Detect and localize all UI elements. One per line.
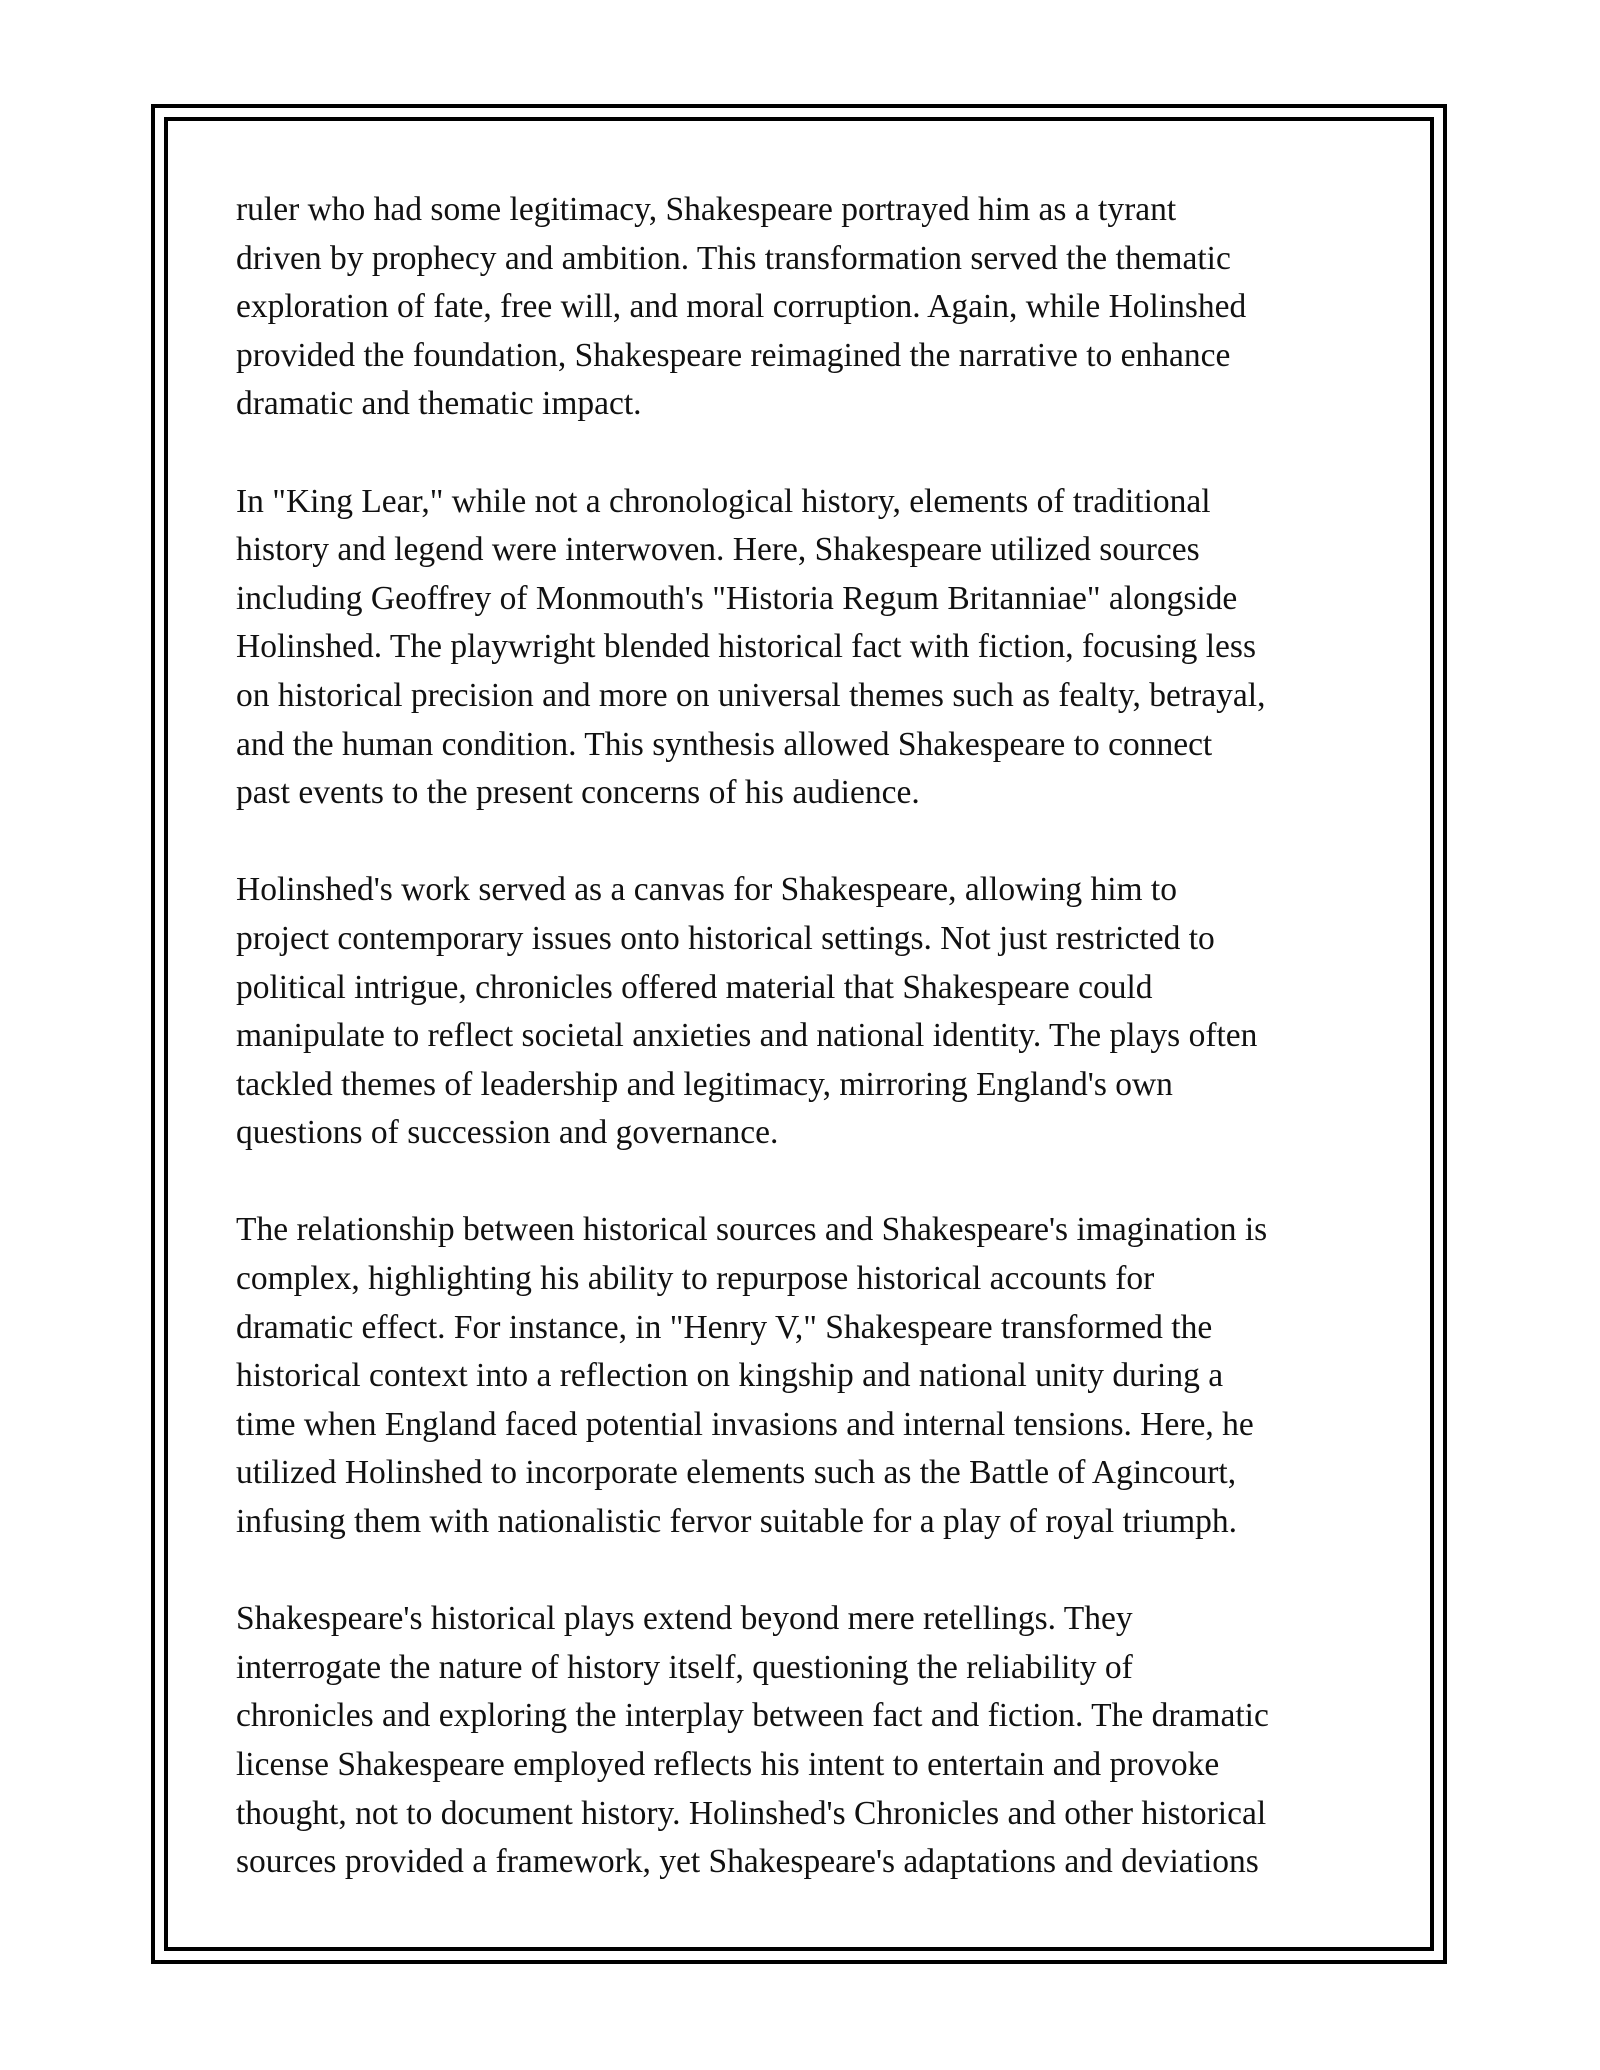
paragraph-4: The relationship between historical sources and Shakespeare's imagination is complex, highlighting his ability to repurpose historical accounts for dramatic effect. For instance, in "Henry V," Shakespeare transformed the historical context into a reflection on kingship and national unity during a time when England faced potential invasions and internal tensions. Here, he utilized Holinshed to incorporate elements such as the Battle of Agincourt, infusing them with nationalistic fervor suitable for a play of royal triumph. <box>236 1211 1268 1541</box>
document-body <box>236 186 1376 1935</box>
paragraph-5: Shakespeare's historical plays extend beyond mere retellings. They interrogate the nature of history itself, questioning the reliability of chronicles and exploring the interplay between fact and fiction. The dramatic license Shakespeare employed reflects his intent to entertain and provoke thought, not to document history. Holinshed's Chronicles and other historical sources provided a framework, yet Shakespeare's adaptations and deviations <box>236 1600 1269 1881</box>
paragraph-1: ruler who had some legitimacy, Shakespeare portrayed him as a tyrant driven by prophecy and ambition. This transformation served the thematic exploration of fate, free will, and moral corruption. Again, while Holinshed provided the foundation, Shakespeare reimagined the narrative to enhance dramatic and thematic impact. <box>236 191 1247 423</box>
paragraph-3: Holinshed's work served as a canvas for Shakespeare, allowing him to project contemporary issues onto historical settings. Not just restricted to political intrigue, chronicles offered material that Shakespeare could manipulate to reflect societal anxieties and national identity. The plays often tackled themes of leadership and legitimacy, mirroring England's own questions of succession and governance. <box>236 871 1258 1152</box>
paragraph-2: In "King Lear," while not a chronological history, elements of traditional history and legend were interwoven. Here, Shakespeare utilized sources including Geoffrey of Monmouth's "Historia Regum Britanniae" alongside Holinshed. The playwright blended historical fact with fiction, focusing less on historical precision and more on universal themes such as fealty, betrayal, and the human condition. This synthesis allowed Shakespeare to connect past events to the present concerns of his audience. <box>236 482 1266 812</box>
